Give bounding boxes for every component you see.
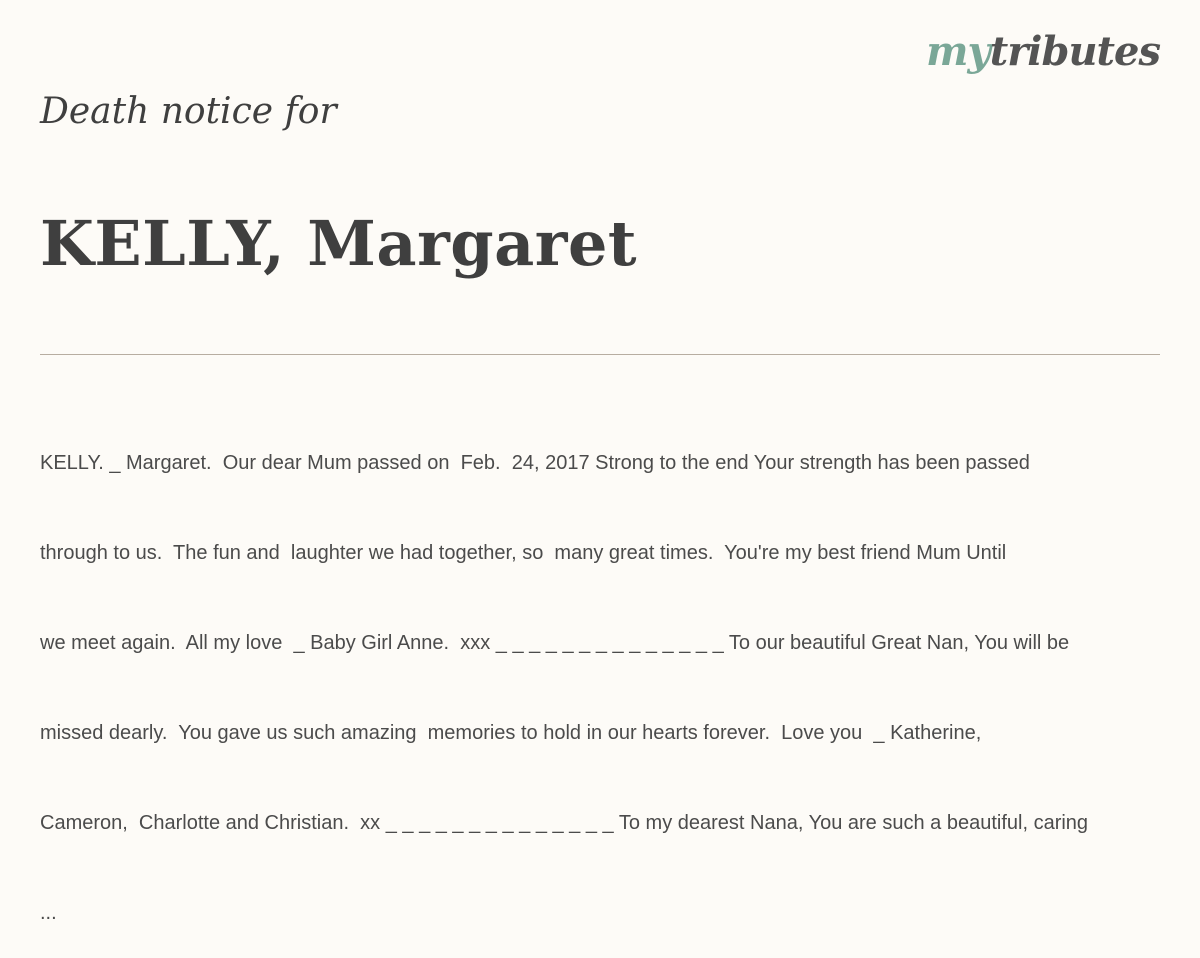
notice-line: missed dearly. You gave us such amazing memories to hold in our hearts forever. Love you _ Katherine, bbox=[40, 722, 982, 744]
notice-line: we meet again. All my love _ Baby Girl Anne. xxx _ _ _ _ _ _ _ _ _ _ _ _ _ _ To our beautiful Great Nan, You will be bbox=[40, 632, 1070, 654]
notice-line: Cameron, Charlotte and Christian. xx _ _ _ _ _ _ _ _ _ _ _ _ _ _ To my dearest Nana, You are such a beautiful, caring bbox=[40, 812, 1089, 834]
deceased-name: KELLY, Margaret bbox=[40, 207, 638, 280]
divider bbox=[40, 354, 1160, 355]
notice-body bbox=[40, 388, 1170, 958]
mytributes-logo[interactable] bbox=[926, 28, 1160, 75]
notice-line: KELLY. _ Margaret. Our dear Mum passed on Feb. 24, 2017 Strong to the end Your strength has been passed bbox=[40, 452, 1030, 474]
notice-line: ... bbox=[40, 902, 57, 924]
logo-tributes-text: tributes bbox=[989, 28, 1160, 75]
notice-heading: Death notice for bbox=[40, 91, 337, 132]
notice-line: through to us. The fun and laughter we had together, so many great times. You're my best friend Mum Until bbox=[40, 542, 1007, 564]
logo-my-text: my bbox=[926, 28, 990, 75]
